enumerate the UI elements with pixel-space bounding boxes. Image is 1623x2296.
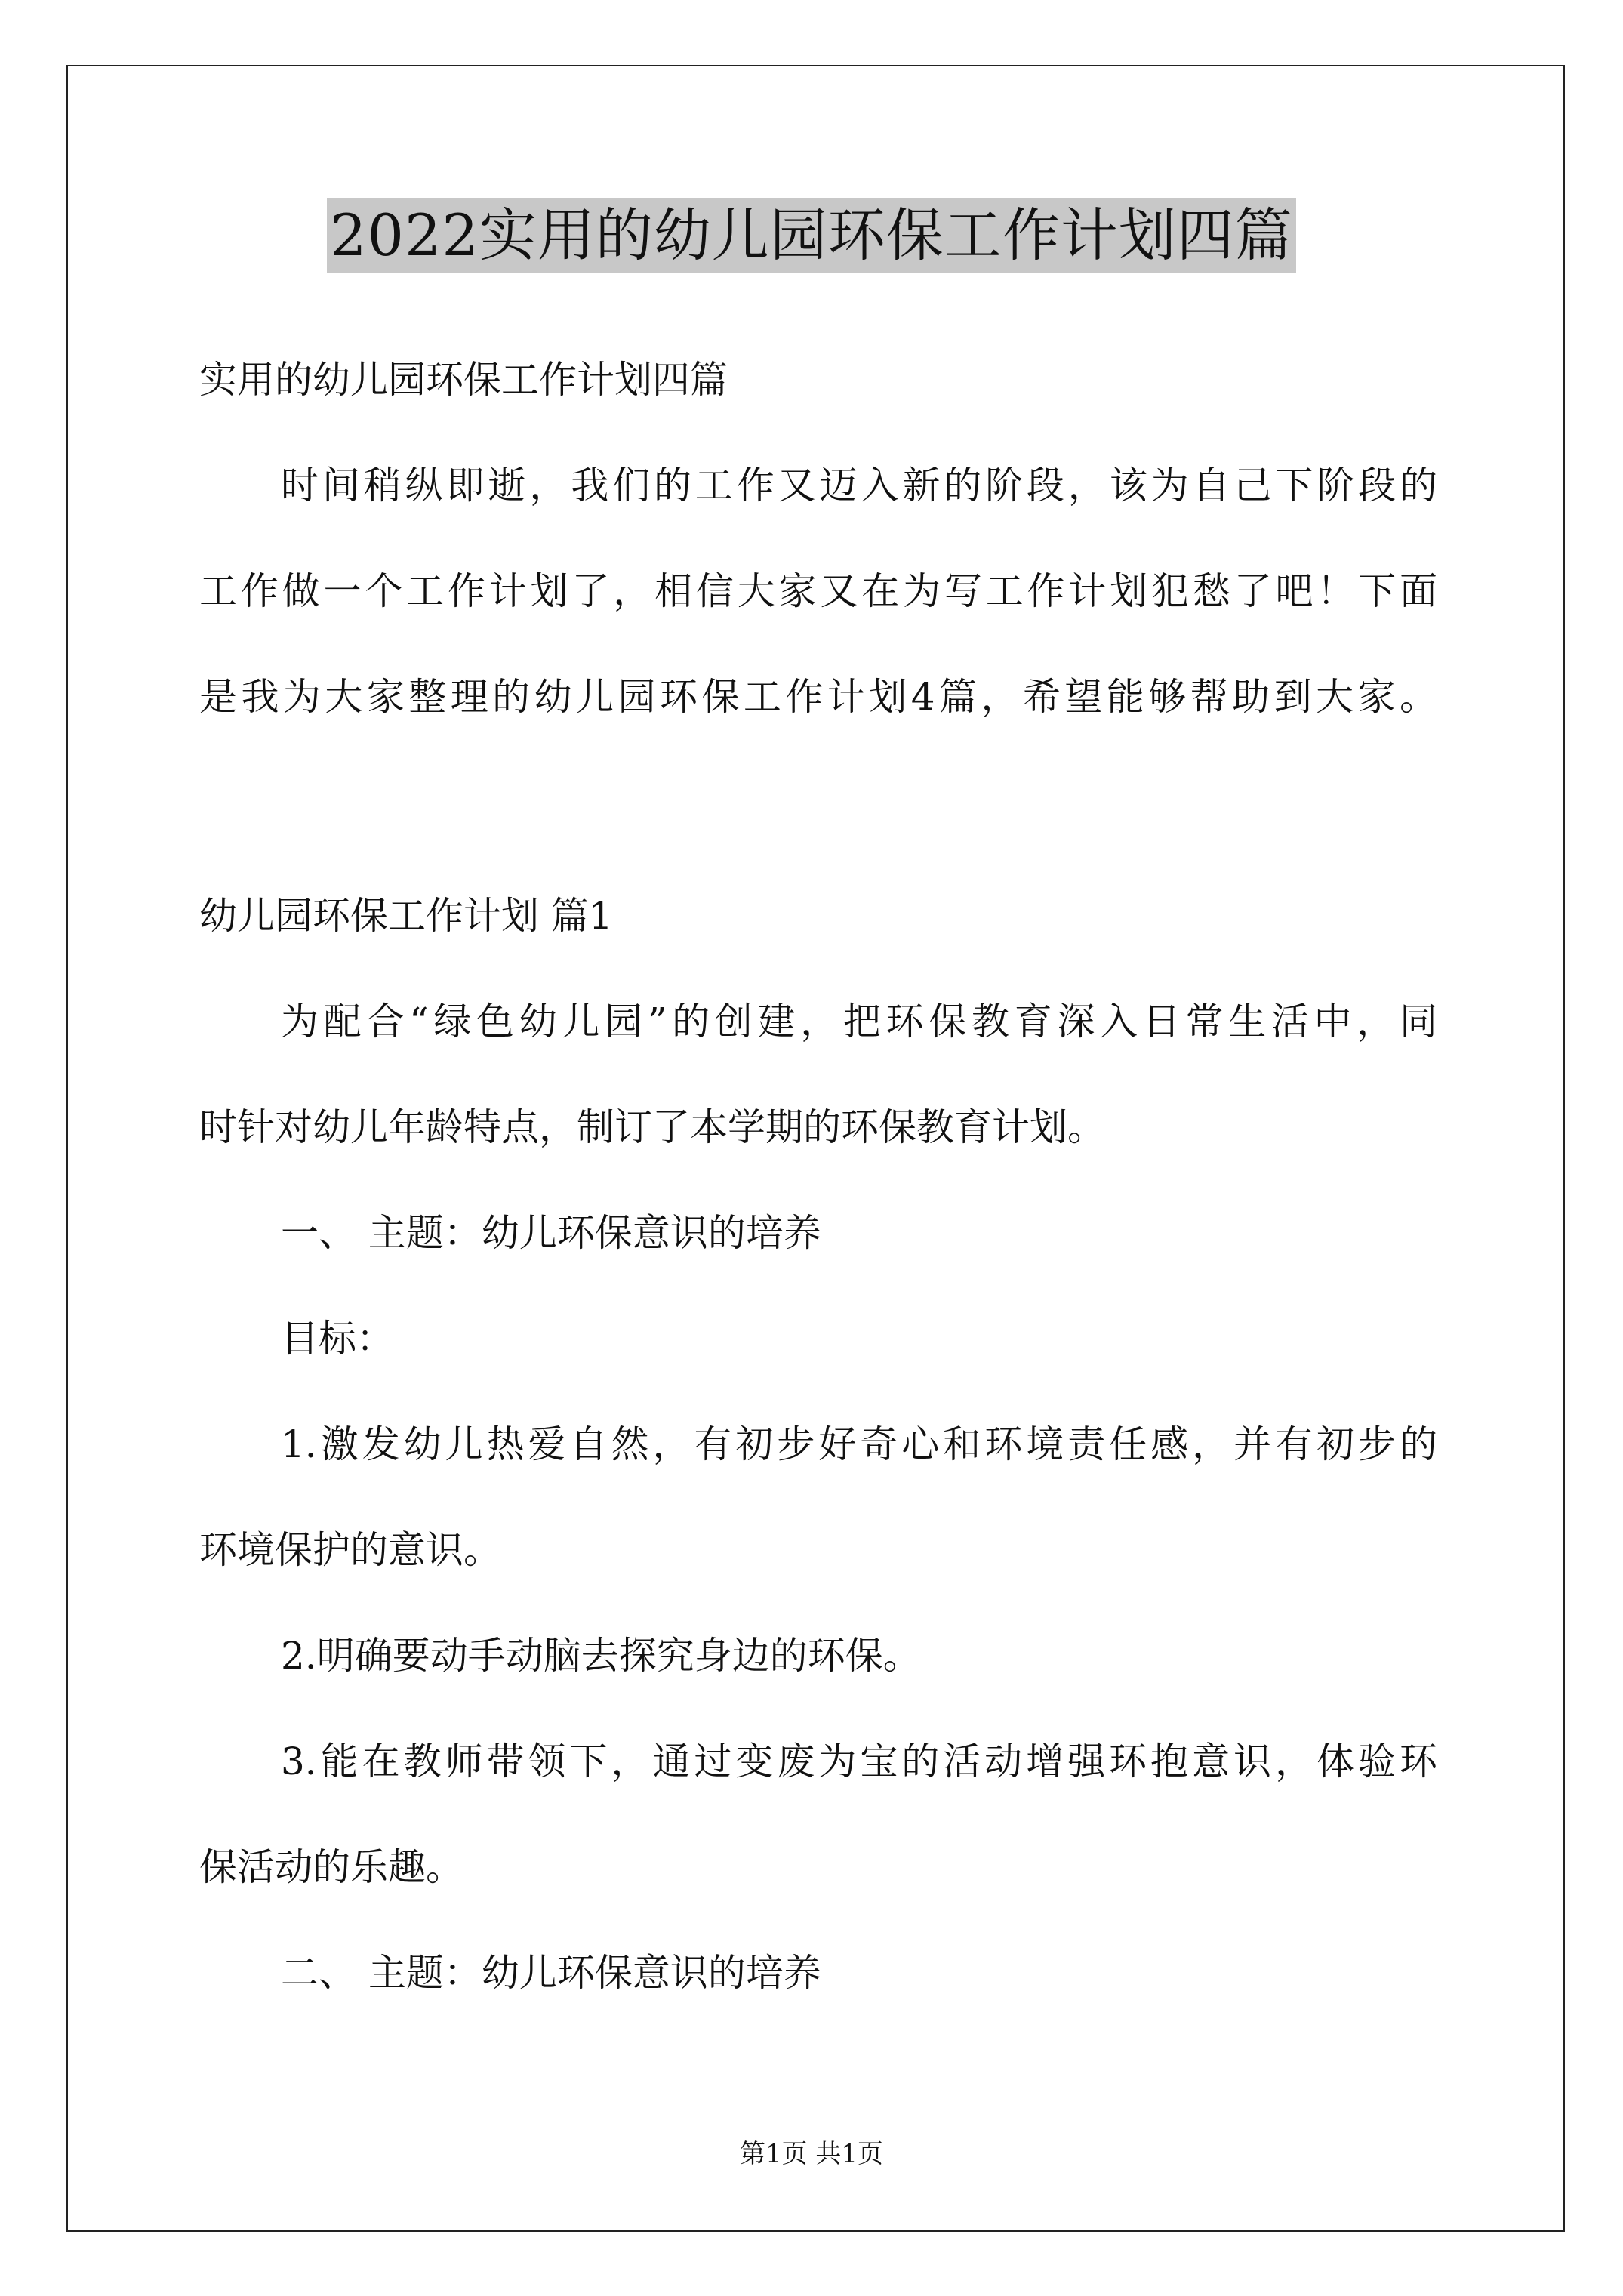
paragraph-line: 时针对幼儿年龄特点，制订了本学期的环保教育计划。 [199, 1105, 1105, 1149]
page-footer: 第1页 共1页 [739, 2139, 884, 2169]
document-subtitle: 实用的幼儿园环保工作计划四篇 [199, 358, 728, 402]
topic-heading: 一、 主题：幼儿环保意识的培养 [281, 1211, 821, 1255]
title-container [0, 198, 1623, 273]
goal-item-2: 2.明确要动手动脑去探究身边的环保。 [281, 1634, 921, 1678]
goal-item-1-continued: 环境保护的意识。 [199, 1528, 501, 1572]
document-title: 2022实用的幼儿园环保工作计划四篇 [327, 198, 1295, 273]
goal-item-3: 3.能在教师带领下，通过变废为宝的活动增强环抱意识，体验环 [281, 1740, 1437, 1783]
goal-label: 目标： [281, 1317, 394, 1361]
goal-item-3-continued: 保活动的乐趣。 [199, 1845, 463, 1889]
intro-line-3: 是我为大家整理的幼儿园环保工作计划4篇，希望能够帮助到大家。 [199, 675, 1437, 719]
topic-heading: 二、 主题：幼儿环保意识的培养 [281, 1951, 821, 1995]
goal-item-1: 1.激发幼儿热爱自然，有初步好奇心和环境责任感，并有初步的 [281, 1422, 1437, 1466]
section-heading: 幼儿园环保工作计划 篇1 [199, 894, 613, 938]
intro-line-2: 工作做一个工作计划了，相信大家又在为写工作计划犯愁了吧！下面 [199, 569, 1437, 613]
paragraph-line: 为配合“绿色幼儿园”的创建，把环保教育深入日常生活中，同 [281, 1000, 1437, 1043]
intro-line-1: 时间稍纵即逝，我们的工作又迈入新的阶段，该为自己下阶段的 [281, 464, 1437, 507]
